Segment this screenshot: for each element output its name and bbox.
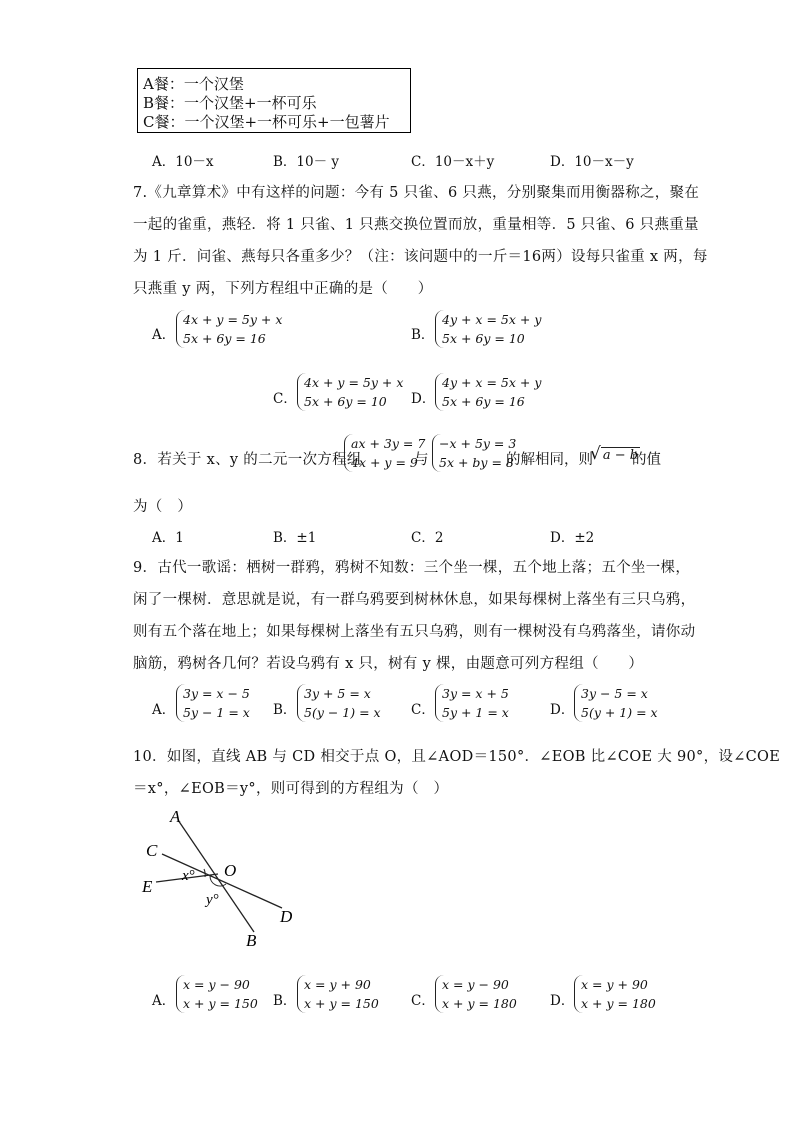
q7-line-4: 只燕重 y 两，下列方程组中正确的是（ ）: [133, 281, 433, 297]
q8-suffix-a: 的解相同，则: [506, 452, 593, 468]
q7-option-d-system: [435, 373, 541, 411]
equation: x = y − 90: [442, 977, 509, 992]
q10-option-c-label: C．: [411, 993, 435, 1009]
line-cd: [162, 854, 282, 908]
q9-option-a-system: [176, 684, 250, 722]
q8-mid: 与: [414, 452, 429, 468]
equation: 3y + 5 = x: [304, 686, 371, 701]
equation: x = y + 90: [581, 977, 648, 992]
q7-option-a-system: [176, 310, 282, 348]
label-d: D: [280, 907, 293, 926]
equation: 4y + x = 5x + y: [442, 312, 542, 327]
q9-line-3: 则有五个落在地上；如果每棵树上落坐有五只乌鸦，则有一棵树没有乌鸦落坐，请你动: [133, 624, 696, 640]
label-c: C: [146, 841, 158, 860]
q7-option-a-label: A．: [152, 327, 176, 343]
label-y: y°: [206, 892, 219, 908]
q9-option-c-system: [435, 684, 509, 722]
equation: 5(y + 1) = x: [581, 705, 658, 720]
q7-line-2: 一起的雀重，燕轻．将 1 只雀、1 只燕交换位置而放，重量相等．5 只雀、6 只燕重量: [133, 217, 699, 233]
equation: 5x + by = 8: [439, 455, 514, 470]
equation: ax + 3y = 7: [351, 436, 426, 451]
label-x: x°: [182, 868, 195, 884]
menu-box: [137, 68, 411, 133]
menu-a: A餐：一个汉堡: [143, 75, 244, 93]
q9-option-b-system: [297, 684, 381, 722]
q6-option-d: D．10－x－y: [550, 154, 634, 170]
equation: 4x + y = 5y + x: [304, 375, 404, 390]
equation: 4x + y = 9: [351, 455, 418, 470]
equation: 5x + 6y = 16: [442, 394, 525, 409]
equation: 3y = x + 5: [442, 686, 509, 701]
q7-option-c-label: C．: [273, 391, 297, 407]
q8-option-a: A．1: [152, 530, 184, 546]
equation: 5x + 6y = 10: [442, 331, 525, 346]
equation: 4x + y = 5y + x: [183, 312, 283, 327]
q7-line-1: 7.《九章算术》中有这样的问题：今有 5 只雀、6 只燕，分别聚集而用衡器称之，聚在: [133, 185, 700, 201]
q7-line-3: 为 1 斤．问雀、燕每只各重多少？（注：该问题中的一斤＝16两）设每只雀重 x 两，每: [133, 249, 708, 265]
equation: 4y + x = 5x + y: [442, 375, 542, 390]
q8-prefix: 8．若关于 x、y 的二元一次方程组: [133, 452, 362, 468]
q10-option-c-system: [435, 975, 517, 1013]
equation: 5y − 1 = x: [183, 705, 250, 720]
equation: x + y = 180: [581, 996, 656, 1011]
menu-b: B餐：一个汉堡+一杯可乐: [143, 94, 317, 112]
equation: x + y = 150: [183, 996, 258, 1011]
q9-option-a-label: A．: [152, 702, 176, 718]
q10-option-d-label: D．: [550, 993, 575, 1009]
q8-system-2: [432, 434, 516, 472]
q6-option-b: B．10－ y: [273, 154, 340, 170]
q10-option-a-system: [176, 975, 258, 1013]
q10-figure: [130, 808, 310, 953]
q10-option-d-system: [574, 975, 656, 1013]
equation: 3y − 5 = x: [581, 686, 648, 701]
label-o: O: [224, 861, 237, 880]
label-b: B: [246, 931, 257, 950]
equation: 3y = x − 5: [183, 686, 250, 701]
q8-option-c: C．2: [411, 530, 444, 546]
q9-line-2: 闲了一棵树．意思就是说，有一群乌鸦要到树林休息，如果每棵树上落坐有三只乌鸦，: [133, 592, 696, 608]
equation: x + y = 150: [304, 996, 379, 1011]
q9-line-1: 9．古代一歌谣：栖树一群鸦，鸦树不知数：三个坐一棵，五个地上落；五个坐一棵，: [133, 560, 691, 576]
q10-line-2: ＝x°，∠EOB＝y°，则可得到的方程组为（ ）: [133, 781, 449, 797]
label-a: A: [170, 808, 181, 826]
q8-radical: √ a − b: [590, 444, 639, 464]
q6-option-c: C．10－x＋y: [411, 154, 495, 170]
q7-option-b-system: [435, 310, 541, 348]
equation: 5y + 1 = x: [442, 705, 509, 720]
q9-option-d-label: D．: [550, 702, 575, 718]
q8-line-2: 为（ ）: [133, 499, 193, 515]
q6-option-a: A．10－x: [152, 154, 214, 170]
equation: 5x + 6y = 16: [183, 331, 266, 346]
equation: x = y + 90: [304, 977, 371, 992]
q10-option-b-system: [297, 975, 379, 1013]
q8-option-d: D．±2: [550, 530, 595, 546]
q9-option-b-label: B．: [273, 702, 297, 718]
q8-option-b: B．±1: [273, 530, 317, 546]
label-e: E: [142, 877, 153, 896]
q9-line-4: 脑筋，鸦树各几何？若设乌鸦有 x 只，树有 y 棵，由题意可列方程组（ ）: [133, 656, 644, 672]
q8-radicand: a − b: [602, 448, 639, 463]
equation: 5x + 6y = 10: [304, 394, 387, 409]
equation: x + y = 180: [442, 996, 517, 1011]
equation: x = y − 90: [183, 977, 250, 992]
q10-option-a-label: A．: [152, 993, 176, 1009]
q10-option-b-label: B．: [273, 993, 297, 1009]
q7-option-d-label: D．: [411, 391, 436, 407]
menu-c: C餐：一个汉堡+一杯可乐+一包薯片: [143, 113, 390, 131]
q8-suffix-b: 的值: [632, 452, 661, 468]
q7-option-c-system: [297, 373, 403, 411]
equation: −x + 5y = 3: [439, 436, 517, 451]
q10-line-1: 10．如图，直线 AB 与 CD 相交于点 O，且∠AOD＝150°．∠EOB 比∠COE 大 90°，设∠COE: [133, 749, 781, 765]
q9-option-c-label: C．: [411, 702, 435, 718]
q7-option-b-label: B．: [411, 327, 435, 343]
q9-option-d-system: [574, 684, 658, 722]
equation: 5(y − 1) = x: [304, 705, 381, 720]
